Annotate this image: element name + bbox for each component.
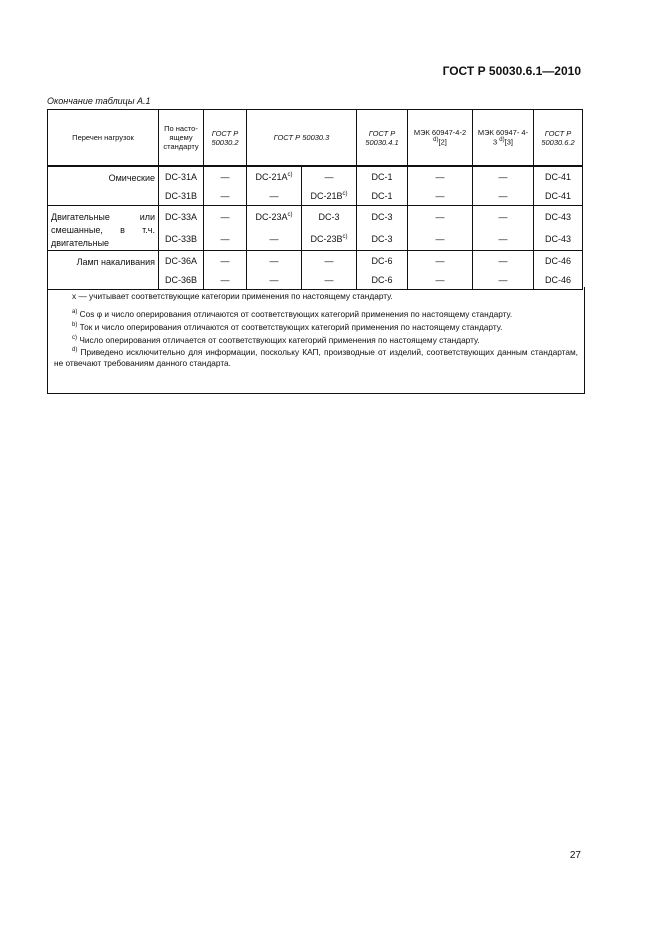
table-cell bbox=[204, 228, 247, 251]
cell-text: DC-33A bbox=[164, 212, 197, 222]
cell-text: — bbox=[220, 190, 230, 201]
table-cell bbox=[408, 186, 473, 206]
note-text: Приведено исключительно для информации, поскольку КАП, производные от изделий, соответствующих данным стандартам, не отвечают требованиям данного стандарта. bbox=[54, 347, 578, 369]
table-cell bbox=[534, 251, 583, 271]
cell-text: DC-3 bbox=[371, 234, 393, 244]
note-a bbox=[54, 307, 578, 320]
col-header-text: МЭК 60947-4-2 bbox=[413, 128, 467, 138]
note-mark: a) bbox=[72, 309, 78, 315]
table-cell bbox=[357, 251, 408, 271]
table-cell bbox=[159, 206, 204, 229]
cell-text: DC-46 bbox=[544, 274, 571, 285]
col-header: ГОСТ Р 50030.4.1 bbox=[357, 110, 408, 167]
table-cell bbox=[159, 251, 204, 271]
cell-text: — bbox=[498, 212, 508, 222]
table-header-row bbox=[48, 110, 583, 167]
table-cell bbox=[534, 228, 583, 251]
cell-text: — bbox=[220, 171, 230, 182]
cell-text: DC-6 bbox=[371, 274, 393, 285]
table-cell bbox=[408, 166, 473, 186]
table-cell bbox=[302, 206, 357, 229]
standard-header: ГОСТ Р 50030.6.1—2010 bbox=[442, 64, 581, 78]
note-text: Число оперирования отличается от соответствующих категорий применения по настоящему стандарту. bbox=[79, 334, 480, 345]
cell-text: — bbox=[220, 234, 230, 244]
footnote-ref: c) bbox=[342, 190, 348, 197]
note-c bbox=[54, 333, 578, 346]
col-header: ГОСТ Р 50030.6.2 bbox=[534, 110, 583, 167]
cell-text: DC-33B bbox=[164, 234, 197, 244]
footnote-ref: c) bbox=[342, 234, 348, 240]
table-cell bbox=[204, 166, 247, 186]
table-cell bbox=[247, 251, 302, 271]
cell-text: — bbox=[324, 274, 334, 285]
table-cell bbox=[408, 251, 473, 271]
cell-text: DC-43 bbox=[544, 234, 571, 244]
table-row bbox=[48, 206, 583, 229]
load-group: Ламп накаливания bbox=[48, 251, 159, 290]
categories-table bbox=[47, 109, 583, 290]
cell-text: — bbox=[324, 255, 334, 266]
cell-text: — bbox=[220, 212, 230, 222]
cell-text: DC-36A bbox=[164, 255, 197, 266]
ref: [3] bbox=[504, 137, 513, 147]
cell-text: DC-1 bbox=[371, 190, 393, 201]
cell-text: — bbox=[324, 171, 334, 182]
cell-text: DC-31B bbox=[164, 190, 197, 201]
cell-text: DC-21A bbox=[255, 171, 288, 182]
page-number: 27 bbox=[569, 850, 581, 861]
footnote-ref: d) bbox=[433, 137, 439, 144]
cell-text: DC-31A bbox=[164, 171, 197, 182]
table-cell bbox=[302, 186, 357, 206]
table-cell bbox=[159, 186, 204, 206]
table-cell bbox=[408, 228, 473, 251]
cell-text: DC-36B bbox=[164, 274, 197, 285]
table-cell bbox=[408, 206, 473, 229]
cell-text: DC-43 bbox=[544, 212, 571, 222]
cell-text: DC-6 bbox=[371, 255, 393, 266]
table-cell bbox=[357, 206, 408, 229]
footnote-ref: d) bbox=[499, 137, 505, 144]
note-text: Cos φ и число оперирования отличаются от соответствующих категорий применения по настоящему стандарту. bbox=[79, 308, 513, 319]
cell-text: — bbox=[269, 234, 279, 244]
table-cell bbox=[357, 186, 408, 206]
cell-text: — bbox=[498, 171, 508, 182]
table-cell bbox=[302, 251, 357, 271]
col-header: По насто-ящему стандарту bbox=[159, 110, 204, 167]
table-cell bbox=[534, 206, 583, 229]
table-cell bbox=[357, 228, 408, 251]
table-cell bbox=[247, 228, 302, 251]
cell-text: — bbox=[435, 255, 445, 266]
cell-text: — bbox=[220, 255, 230, 266]
table-cell bbox=[247, 186, 302, 206]
table-cell bbox=[247, 206, 302, 229]
cell-text: — bbox=[435, 274, 445, 285]
table-cell bbox=[159, 228, 204, 251]
load-group: Двигательные или смешанные, в т.ч. двигательные bbox=[48, 206, 159, 251]
table-cell bbox=[534, 166, 583, 186]
table-cell bbox=[534, 186, 583, 206]
table-cell bbox=[357, 166, 408, 186]
cell-text: DC-46 bbox=[544, 255, 571, 266]
col-header: ГОСТ Р 50030.2 bbox=[204, 110, 247, 167]
cell-text: DC-21B bbox=[310, 190, 343, 201]
table-cell bbox=[473, 186, 534, 206]
cell-text: — bbox=[269, 274, 279, 285]
table-cell bbox=[473, 206, 534, 229]
cell-text: — bbox=[435, 190, 445, 201]
table-cell bbox=[204, 186, 247, 206]
cell-text: — bbox=[498, 190, 508, 201]
table-cell bbox=[473, 166, 534, 186]
cell-text: — bbox=[435, 212, 445, 222]
cell-text: — bbox=[498, 255, 508, 266]
cell-text: DC-41 bbox=[544, 171, 571, 182]
cell-text: — bbox=[498, 234, 508, 244]
note-d bbox=[54, 345, 578, 369]
note-text: Ток и число оперирования отличаются от соответствующих категорий применения по настоящему стандарту. bbox=[79, 321, 503, 332]
footnote-ref: c) bbox=[287, 171, 293, 178]
cell-text: — bbox=[269, 190, 279, 201]
cell-text: DC-3 bbox=[318, 212, 340, 222]
note-b bbox=[54, 320, 578, 333]
table-cell bbox=[302, 166, 357, 186]
table-caption: Окончание таблицы А.1 bbox=[47, 96, 151, 106]
cell-text: DC-41 bbox=[544, 190, 571, 201]
table-row bbox=[48, 166, 583, 186]
table-cell bbox=[302, 228, 357, 251]
load-group: Омические bbox=[48, 166, 159, 206]
table-cell bbox=[473, 228, 534, 251]
table-cell bbox=[473, 251, 534, 271]
cell-text: DC-23A bbox=[255, 212, 288, 222]
col-header bbox=[473, 110, 534, 167]
table-cell bbox=[247, 166, 302, 186]
footnote-ref: c) bbox=[287, 212, 293, 218]
note-mark: b) bbox=[72, 321, 78, 328]
cell-text: — bbox=[498, 274, 508, 285]
cell-text: — bbox=[435, 171, 445, 182]
col-header: ГОСТ Р 50030.3 bbox=[247, 110, 357, 167]
col-header-text: МЭК 60947- 4-3 bbox=[477, 128, 529, 147]
cell-text: DC-3 bbox=[371, 212, 393, 222]
cell-text: — bbox=[435, 234, 445, 244]
cell-text: DC-23B bbox=[310, 234, 343, 244]
table-cell bbox=[204, 251, 247, 271]
table-notes bbox=[47, 287, 585, 394]
table-cell bbox=[159, 166, 204, 186]
table-row bbox=[48, 251, 583, 271]
cell-text: — bbox=[220, 274, 230, 285]
cell-text: — bbox=[269, 255, 279, 266]
note-x: х — учитывает соответствующие категории применения по настоящему стандарту. bbox=[72, 291, 393, 301]
ref: [2] bbox=[438, 137, 447, 147]
col-header: Перечен нагрузок bbox=[48, 110, 159, 167]
note-mark: d) bbox=[72, 347, 78, 354]
cell-text: DC-1 bbox=[371, 171, 393, 182]
table-cell bbox=[204, 206, 247, 229]
note-mark: c) bbox=[72, 334, 77, 341]
col-header bbox=[408, 110, 473, 167]
